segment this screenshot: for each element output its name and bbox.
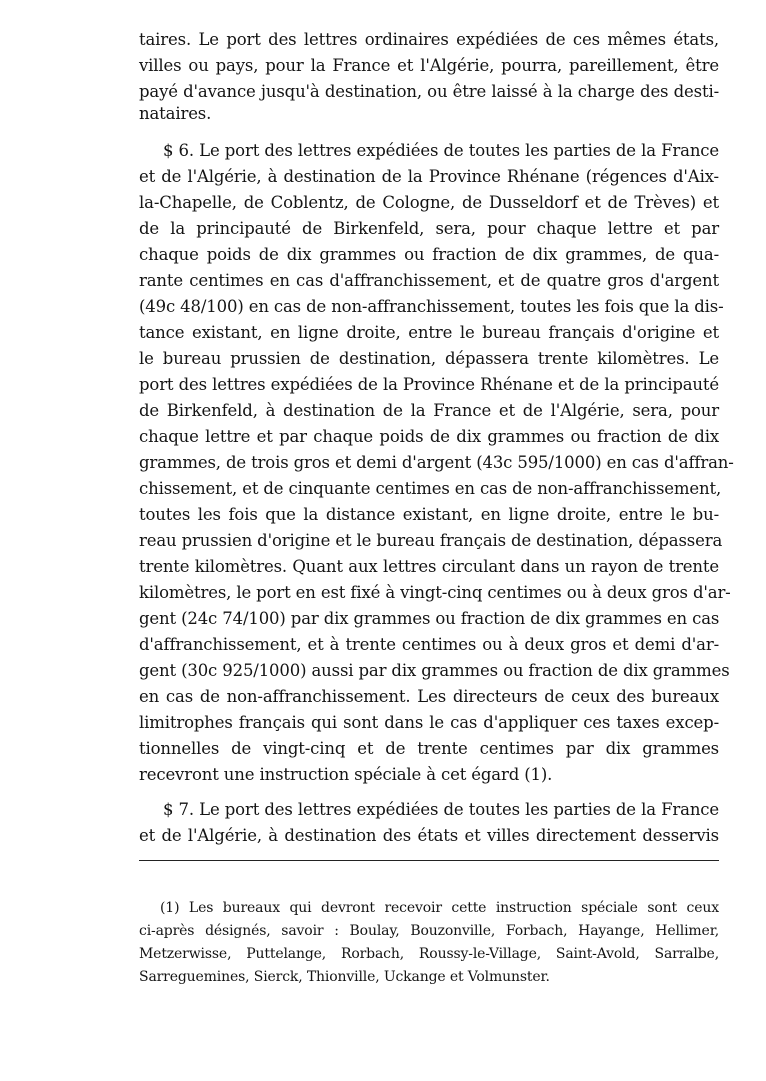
text-line: la-Chapelle, de Coblentz, de Cologne, de Dusseldorf et de Trèves) et bbox=[139, 193, 719, 212]
footnote-line: (1) Les bureaux qui devront recevoir cette instruction spéciale sont ceux bbox=[160, 900, 719, 916]
text-line: recevront une instruction spéciale à cet égard (1). bbox=[139, 765, 553, 784]
text-line: chaque lettre et par chaque poids de dix grammes ou fraction de dix bbox=[139, 427, 719, 446]
footnote-line: Metzerwisse, Puttelange, Rorbach, Roussy-le-Village, Saint-Avold, Sarralbe, bbox=[139, 946, 719, 962]
text-line: villes ou pays, pour la France et l'Algérie, pourra, pareillement, être bbox=[139, 56, 719, 75]
text-line: chissement, et de cinquante centimes en cas de non-affranchissement, bbox=[139, 479, 722, 498]
text-line: et de l'Algérie, à destination de la Province Rhénane (régences d'Aix- bbox=[139, 167, 719, 186]
text-line: de la principauté de Birkenfeld, sera, pour chaque lettre et par bbox=[139, 219, 719, 238]
text-line: toutes les fois que la distance existant, en ligne droite, entre le bu- bbox=[139, 505, 719, 524]
footnote-line: ci-après désignés, savoir : Boulay, Bouzonville, Forbach, Hayange, Hellimer, bbox=[139, 923, 719, 939]
text-line: trente kilomètres. Quant aux lettres circulant dans un rayon de trente bbox=[139, 557, 719, 576]
section-7-heading-line: $ 7. Le port des lettres expédiées de toutes les parties de la France bbox=[163, 800, 719, 819]
text-line: de Birkenfeld, à destination de la France et de l'Algérie, sera, pour bbox=[139, 401, 719, 420]
text-line: en cas de non-affranchissement. Les directeurs de ceux des bureaux bbox=[139, 687, 719, 706]
text-line: tance existant, en ligne droite, entre le bureau français d'origine et bbox=[139, 323, 719, 342]
text-line: et de l'Algérie, à destination des états et villes directement desservis bbox=[139, 826, 719, 845]
text-line: (49c 48/100) en cas de non-affranchissement, toutes les fois que la dis- bbox=[139, 297, 724, 316]
text-line: kilomètres, le port en est fixé à vingt-cinq centimes ou à deux gros d'ar- bbox=[139, 583, 731, 602]
text-line: chaque poids de dix grammes ou fraction de dix grammes, de qua- bbox=[139, 245, 719, 264]
section-6-heading-line: $ 6. Le port des lettres expédiées de toutes les parties de la France bbox=[163, 141, 719, 160]
text-line: rante centimes en cas d'affranchissement, et de quatre gros d'argent bbox=[139, 271, 719, 290]
text-line: limitrophes français qui sont dans le cas d'appliquer ces taxes excep- bbox=[139, 713, 719, 732]
text-line: port des lettres expédiées de la Province Rhénane et de la principauté bbox=[139, 375, 719, 394]
text-line: gent (24c 74/100) par dix grammes ou fraction de dix grammes en cas bbox=[139, 609, 720, 628]
text-line: le bureau prussien de destination, dépassera trente kilomètres. Le bbox=[139, 349, 719, 368]
text-line: taires. Le port des lettres ordinaires expédiées de ces mêmes états, bbox=[139, 30, 719, 49]
footnote-line: Sarreguemines, Sierck, Thionville, Uckange et Volmunster. bbox=[139, 969, 550, 985]
text-line: grammes, de trois gros et demi d'argent (43c 595/1000) en cas d'affran- bbox=[139, 453, 734, 472]
text-line: nataires. bbox=[139, 104, 212, 123]
text-line: gent (30c 925/1000) aussi par dix grammes ou fraction de dix grammes bbox=[139, 661, 730, 680]
text-line: d'affranchissement, et à trente centimes ou à deux gros et demi d'ar- bbox=[139, 635, 719, 654]
text-line: reau prussien d'origine et le bureau français de destination, dépassera bbox=[139, 531, 723, 550]
text-line: payé d'avance jusqu'à destination, ou être laissé à la charge des desti- bbox=[139, 82, 719, 101]
footnote-rule bbox=[139, 860, 719, 861]
text-line: tionnelles de vingt-cinq et de trente centimes par dix grammes bbox=[139, 739, 719, 758]
